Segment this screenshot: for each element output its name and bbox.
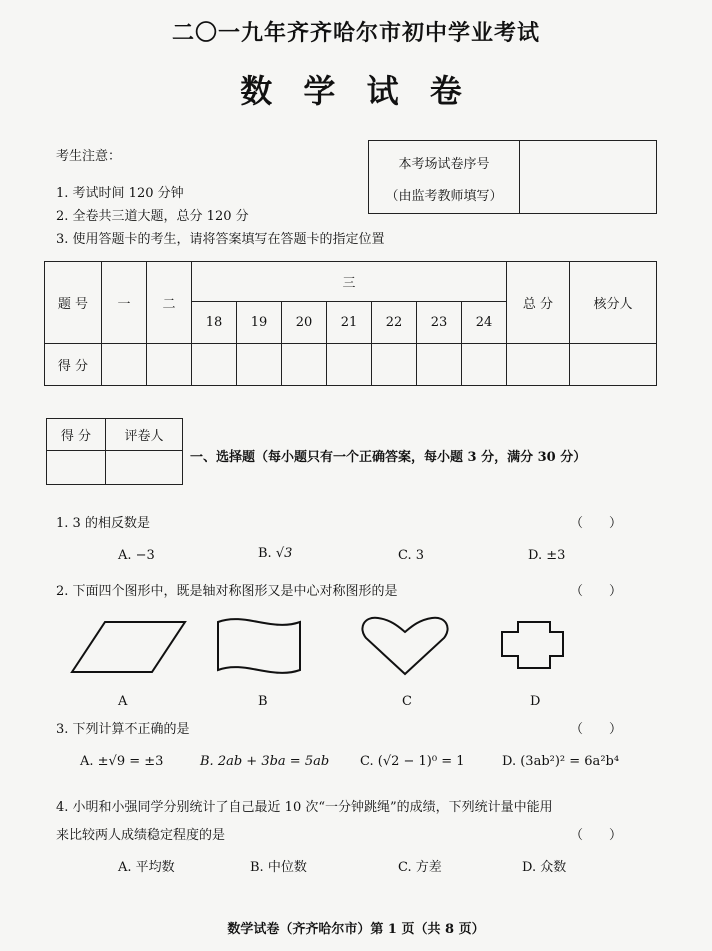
parallelogram-shape xyxy=(72,622,185,672)
score-table-checker-header: 核分人 xyxy=(570,262,657,344)
q3-option-a[interactable]: A. ±√9 = ±3 xyxy=(80,754,164,769)
section-heading: 一、选择题（每小题只有一个正确答案，每小题 3 分，满分 30 分） xyxy=(190,450,587,465)
heart-shape xyxy=(362,618,447,674)
score-table-question-header: 题 号 xyxy=(45,262,102,344)
score-table-q19: 19 xyxy=(237,302,282,344)
q1-option-a[interactable]: A. −3 xyxy=(118,548,155,563)
score-table-total-header: 总 分 xyxy=(507,262,570,344)
q1-option-d[interactable]: D. ±3 xyxy=(528,548,566,563)
score-cell[interactable] xyxy=(282,344,327,386)
score-table-q22: 22 xyxy=(372,302,417,344)
serial-label: 本考场试卷序号 xyxy=(398,157,490,172)
grader-name-cell[interactable] xyxy=(106,451,183,485)
q4-option-b[interactable]: B. 中位数 xyxy=(250,860,307,875)
score-cell[interactable] xyxy=(417,344,462,386)
q2-label-c[interactable]: C xyxy=(402,694,412,709)
score-cell[interactable] xyxy=(462,344,507,386)
score-table-q21: 21 xyxy=(327,302,372,344)
score-cell[interactable] xyxy=(507,344,570,386)
score-table xyxy=(44,261,657,386)
score-cell[interactable] xyxy=(327,344,372,386)
paper-title: 数 学 试 卷 xyxy=(240,72,472,110)
score-table-col-three: 三 xyxy=(192,262,507,302)
wavy-banner-shape xyxy=(218,619,300,673)
score-table-col-one: 一 xyxy=(102,262,147,344)
notice-item-3: 3. 使用答题卡的考生，请将答案填写在答题卡的指定位置 xyxy=(56,232,385,247)
q3-option-d[interactable]: D. (3ab²)² = 6a²b⁴ xyxy=(502,754,620,769)
q2-answer-blank[interactable]: （ ） xyxy=(570,584,623,599)
serial-note: （由监考教师填写） xyxy=(385,189,503,204)
q2-figures xyxy=(60,610,600,690)
score-table-score-label: 得 分 xyxy=(45,344,102,386)
q3-option-c[interactable]: C. (√2 − 1)⁰ = 1 xyxy=(360,754,465,769)
grader-score-label: 得 分 xyxy=(47,419,106,451)
score-cell[interactable] xyxy=(192,344,237,386)
q2-label-b[interactable]: B xyxy=(258,694,268,709)
q4-stem-line2: 来比较两人成绩稳定程度的是 xyxy=(56,828,226,843)
score-table-q24: 24 xyxy=(462,302,507,344)
q2-stem: 2. 下面四个图形中，既是轴对称图形又是中心对称图形的是 xyxy=(56,584,398,599)
q1-answer-blank[interactable]: （ ） xyxy=(570,516,623,531)
score-table-q23: 23 xyxy=(417,302,462,344)
q1-option-c[interactable]: C. 3 xyxy=(398,548,425,563)
q1-option-b-label: B. xyxy=(258,546,272,561)
score-table-q20: 20 xyxy=(282,302,327,344)
q3-stem: 3. 下列计算不正确的是 xyxy=(56,722,190,737)
notice-item-2: 2. 全卷共三道大题，总分 120 分 xyxy=(56,209,249,224)
score-table-q18: 18 xyxy=(192,302,237,344)
serial-input-cell[interactable] xyxy=(520,141,655,213)
grader-table xyxy=(46,418,183,485)
q4-option-c[interactable]: C. 方差 xyxy=(398,860,442,875)
cross-shape xyxy=(502,622,563,668)
q1-stem: 1. 3 的相反数是 xyxy=(56,516,150,531)
q3-option-b[interactable]: B. 2ab + 3ba = 5ab xyxy=(200,754,330,769)
score-cell[interactable] xyxy=(237,344,282,386)
exam-title: 二〇一九年齐齐哈尔市初中学业考试 xyxy=(171,21,540,46)
q2-label-d[interactable]: D xyxy=(530,694,541,709)
q1-option-b[interactable] xyxy=(258,546,292,561)
score-cell[interactable] xyxy=(102,344,147,386)
q4-stem-line1: 4. 小明和小强同学分别统计了自己最近 10 次“一分钟跳绳”的成绩，下列统计量中能用 xyxy=(56,800,553,815)
score-table-col-two: 二 xyxy=(147,262,192,344)
serial-number-box xyxy=(368,140,657,214)
q2-label-a[interactable]: A xyxy=(118,694,128,709)
score-cell[interactable] xyxy=(147,344,192,386)
q1-option-b-math: √3 xyxy=(275,546,293,561)
score-cell[interactable] xyxy=(372,344,417,386)
page-footer: 数学试卷（齐齐哈尔市）第 1 页（共 8 页） xyxy=(227,922,485,937)
notice-heading: 考生注意： xyxy=(56,149,122,164)
q4-answer-blank[interactable]: （ ） xyxy=(570,828,623,843)
notice-item-1: 1. 考试时间 120 分钟 xyxy=(56,186,184,201)
score-cell[interactable] xyxy=(570,344,657,386)
q4-option-d[interactable]: D. 众数 xyxy=(522,860,567,875)
q3-answer-blank[interactable]: （ ） xyxy=(570,722,623,737)
q4-option-a[interactable]: A. 平均数 xyxy=(118,860,175,875)
grader-score-cell[interactable] xyxy=(47,451,106,485)
grader-name-label: 评卷人 xyxy=(106,419,183,451)
